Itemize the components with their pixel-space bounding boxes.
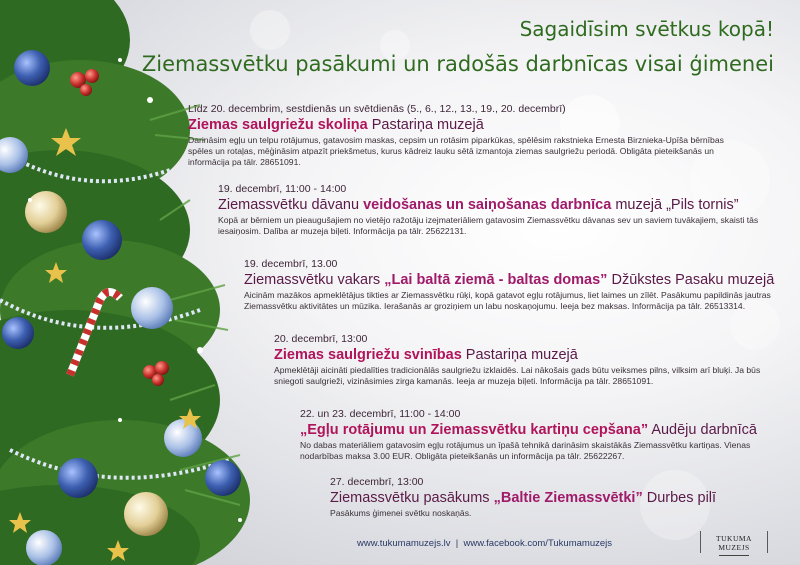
event-item xyxy=(274,333,800,387)
subheadline: Ziemassvētku pasākumi un radošās darbnīcas visai ģimenei xyxy=(141,52,774,76)
event-description: Pasākums ģimenei svētku noskaņās. xyxy=(330,508,472,518)
museum-logo-text: TUKUMA MUZEJS xyxy=(716,534,752,552)
event-name: veidošanas un saiņošanas darbnīca xyxy=(363,197,612,213)
event-date: Līdz 20. decembrim, sestdienās un svētdienās (5., 6., 12., 13., 19., 20. decembrī) xyxy=(188,103,566,115)
event-venue: Pastariņa muzejā xyxy=(461,347,578,363)
event-heading xyxy=(244,272,800,288)
event-item xyxy=(188,103,778,167)
event-prefix: Ziemassvētku dāvanu xyxy=(218,197,364,213)
blue-ornament-icon xyxy=(82,220,122,260)
event-date: 19. decembrī, 13.00 xyxy=(244,258,338,270)
light-ornament-icon xyxy=(131,287,173,329)
event-date: 19. decembrī, 11:00 - 14:00 xyxy=(218,183,347,195)
event-heading xyxy=(188,117,778,133)
event-description: Apmeklētāji aicināti piedalīties tradicionālās saulgriežu izklaidēs. Lai nākošais gads būtu veiksmes pilns, vilksim arī bluķi. Ja būs sniegoti saulgrieži, vizināsimies zirga kamanās. Ieeja ar muzeja biļeti. Informācija pa tālr. 28651091. xyxy=(274,365,761,386)
event-item xyxy=(218,183,800,237)
blue-ornament-icon xyxy=(2,317,34,349)
event-date: 20. decembrī, 13:00 xyxy=(274,333,368,345)
event-venue: muzejā „Pils tornis” xyxy=(611,197,739,213)
event-heading xyxy=(274,347,800,363)
event-venue: Pastariņa muzejā xyxy=(367,117,484,133)
blue-ornament-icon xyxy=(14,50,50,86)
headline: Sagaidīsim svētkus kopā! xyxy=(519,17,774,41)
event-prefix: Ziemassvētku pasākums xyxy=(330,490,494,506)
event-name: „Baltie Ziemassvētki” xyxy=(493,490,643,506)
event-description: No dabas materiāliem gatavosim egļu rotājumus un īpašā tehnikā darināsim skaistākās Ziemassvētku kartiņas. Vienas nodarbības maksa 3.00 EUR. Obligāta pieteikšanās un informācija pa tālr. 25622267. xyxy=(300,440,751,461)
event-date: 27. decembrī, 13:00 xyxy=(330,476,424,488)
footer-links[interactable]: www.tukumamuzejs.lv | www.facebook.com/Tukumamuzejs xyxy=(357,538,613,549)
event-heading xyxy=(330,490,800,506)
event-name: Ziemas saulgriežu svinības xyxy=(274,347,462,363)
event-name: „Egļu rotājumu un Ziemassvētku kartiņu cepšana” xyxy=(300,422,649,438)
event-heading xyxy=(300,422,800,438)
light-ornament-icon xyxy=(26,530,62,565)
event-description: Darināsim egļu un telpu rotājumus, gatavosim maskas, cepsim un rotāsim piparkūkas, spēlēsim rakstnieka Ernesta Birznieka-Upīša bērnības spēles un rotaļas, mēģināsim atpazīt priekšmetus, kurus kādreiz lauku sētā izmantoja ziemas saulgriežu periodā. Obligāta pieteikšanās un informācija pa tālr. 28651091. xyxy=(188,135,724,167)
christmas-tree-illustration xyxy=(0,0,260,565)
light-ornament-icon xyxy=(164,419,202,457)
museum-logo xyxy=(700,531,768,553)
event-item xyxy=(244,258,800,312)
event-name: Ziemas saulgriežu skoliņa xyxy=(188,117,368,133)
event-date: 22. un 23. decembrī, 11:00 - 14:00 xyxy=(300,408,461,420)
blue-ornament-icon xyxy=(58,458,98,498)
event-venue: Audēju darbnīcā xyxy=(648,422,757,438)
event-description: Aicinām mazākos apmeklētājus tikties ar Ziemassvētku rūķi, kopā gatavot egļu rotājumus, liet laimes un zīlēt. Pasākumu papildinās jautras Ziemassvētku aktivitātes un mūzika. Ierašanās ar groziņiem un labu noskaņojumu. Ieeja bez maksas. Informācija pa tālr. 26513314. xyxy=(244,290,771,311)
event-item xyxy=(300,408,800,462)
event-heading xyxy=(218,197,800,213)
event-venue: Džūkstes Pasaku muzejā xyxy=(607,272,775,288)
event-venue: Durbes pilī xyxy=(642,490,717,506)
event-item xyxy=(330,476,800,519)
event-description: Kopā ar bērniem un pieaugušajiem no vietējo ražotāju izejmateriāliem gatavosim Ziemassvētku dāvanas sev un saviem tuvākajiem, skaisti tās iesaiņosim. Dalība ar muzeja biļeti. Informācija pa tālr. 25622131. xyxy=(218,215,759,236)
event-name: „Lai baltā ziemā - baltas domas” xyxy=(384,272,608,288)
gold-ornament-icon xyxy=(25,191,67,233)
event-prefix: Ziemassvētku vakars xyxy=(244,272,385,288)
gold-ornament-icon xyxy=(124,492,168,536)
blue-ornament-icon xyxy=(205,460,241,496)
